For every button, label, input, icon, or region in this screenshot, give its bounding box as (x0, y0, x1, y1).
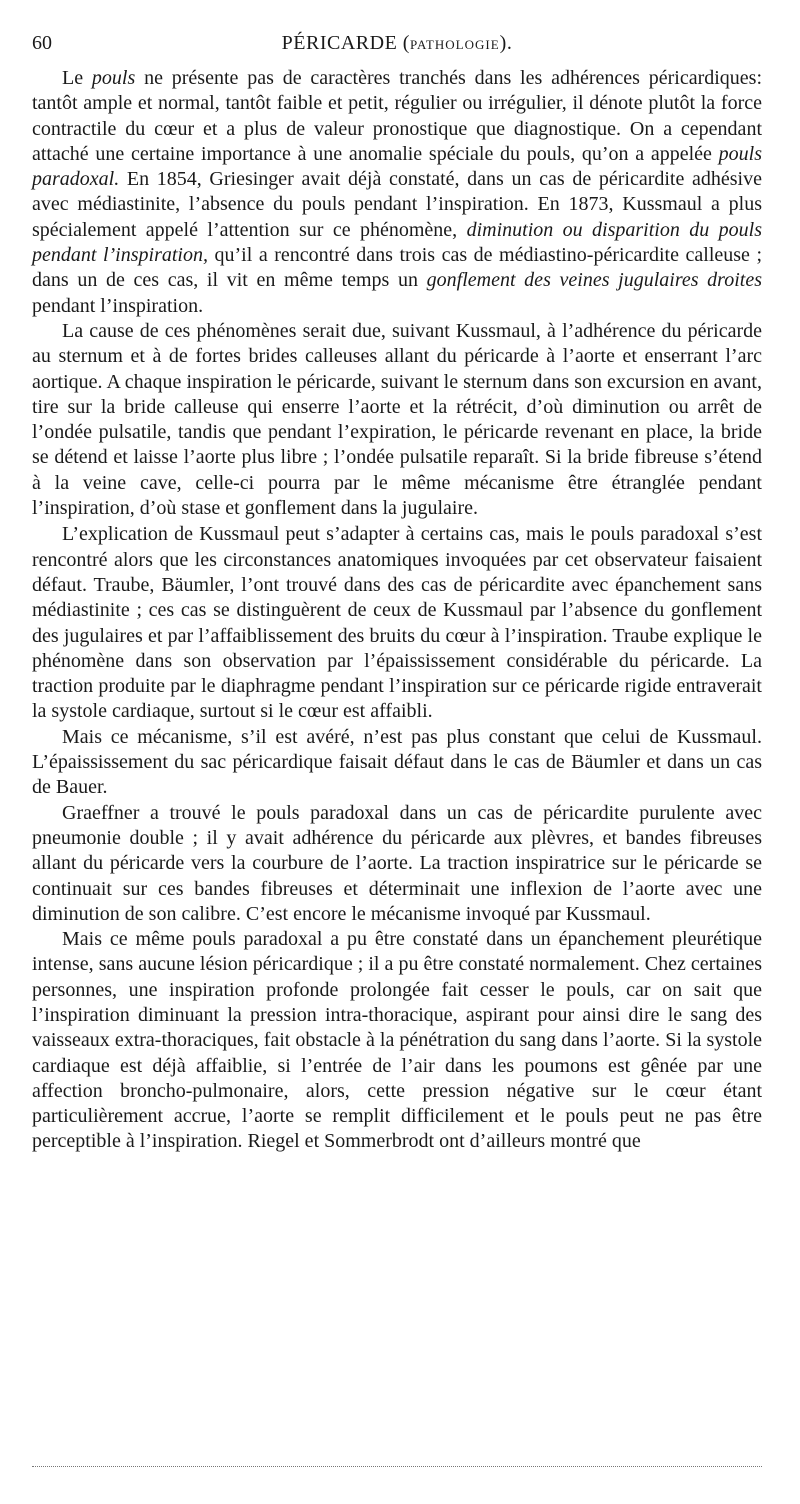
running-title-section: PATHOLOGIE (409, 37, 500, 52)
text-run: Mais ce même pouls paradoxal a pu être constaté dans un épanchement pleurétique intense, sans aucune lésion péricardique ; il a pu être constaté normalement. Chez certaines personnes, une inspiration profonde prolongée fait cesser le pouls, car on sait que l’inspiration diminuant la pression intra-thoracique, aspirant pour ainsi dire le sang des vaisseaux extra-thoraciques, fait obstacle à la pénétration du sang dans l’aorte. Si la systole cardiaque est déjà affaiblie, si l’entrée de l’air dans les poumons est gênée par une affection broncho-pulmonaire, alors, cette pression négative sur le cœur étant particulièrement accrue, l’aorte se remplit difficilement et le pouls peut ne pas être perceptible à l’inspiration. Riegel et Sommerbrodt ont d’ailleurs montré que (32, 928, 762, 1153)
paragraph (32, 801, 762, 927)
text-run: Graeffner a trouvé le pouls paradoxal dans un cas de péricardite purulente avec pneumonie double ; il y avait adhérence du péricarde aux plèvres, et bandes fibreuses allant du péricarde vers la courbure de l’aorte. La traction inspiratrice sur le péricarde se continuait sur ces bandes fibreuses et déterminait une inflexion de l’aorte avec une diminution de son calibre. C’est encore le mécanisme invoqué par Kussmaul. (32, 801, 762, 925)
text-run: ne présente pas de caractères tranchés dans les adhérences péricardiques: tantôt ample et normal, tantôt faible et petit, régulier ou irrégulier, il dénote plutôt la force contractile du cœur et a plus de valeur pronostique que diagnostique. On a cependant attaché une certaine importance à une anomalie spéciale du pouls, qu’on a appelée (32, 67, 763, 165)
italic-run: pouls paradoxal. (32, 142, 762, 191)
italic-run: diminution ou disparition du pouls pendant l’inspiration, (32, 218, 762, 267)
italic-run: gonflement des veines jugulaires droites (426, 269, 762, 292)
text-run: En 1854, Griesinger avait déjà constaté, dans un cas de péricardite adhésive avec médiastinite, l’absence du pouls pendant l’inspiration. En 1873, Kussmaul a plus spécialement appelé l’attention sur ce phénomène, (32, 168, 762, 241)
running-title-main: PÉRICARDE (281, 32, 398, 54)
body-text (32, 66, 762, 1155)
paragraph (32, 66, 762, 319)
paragraph (32, 725, 762, 801)
paragraph (32, 522, 762, 724)
text-run: L’explication de Kussmaul peut s’adapter à certains cas, mais le pouls paradoxal s’est rencontré alors que les circonstances anatomiques invoquées par cet observateur faisaient défaut. Traube, Bäumler, l’ont trouvé dans des cas de péricardite avec épanchement sans médiastinite ; ces cas se distinguèrent de ceux de Kussmaul par l’absence du gonflement des jugulaires et par l’affaiblissement des bruits du cœur à l’inspiration. Traube explique le phénomène dans son observation par l’épaississement considérable du péricarde. La traction produite par le diaphragme pendant l’inspiration sur ce péricarde rigide entraverait la systole cardiaque, surtout si le cœur est affaibli. (32, 523, 762, 723)
text-run: qu’il a rencontré dans trois cas de médiastino-péricardite calleuse ; dans un de ces cas, il vit en même temps un (32, 244, 762, 292)
running-title: PÉRICARDE (PATHOLOGIE). (281, 32, 513, 54)
running-head (32, 30, 762, 56)
text-run: La cause de ces phénomènes serait due, suivant Kussmaul, à l’adhérence du péricarde au sternum et à de fortes brides calleuses allant du péricarde à l’aorte et enserrant l’arc aortique. A chaque inspiration le péricarde, suivant le sternum dans son excursion en avant, tire sur la bride calleuse qui enserre l’aorte et la rétrécit, d’où diminution ou arrêt de l’ondée pulsatile, tandis que pendant l’expiration, le péricarde revenant en place, la bride se détend et laisse l’aorte plus libre ; l’ondée pulsatile reparaît. Si la bride fibreuse s’étend à la veine cave, celle-ci pourra par le même mécanisme être étranglée pendant l’inspiration, d’où stase et gonflement dans la jugulaire. (32, 319, 762, 520)
italic-run: pouls (91, 67, 136, 89)
text-run: Mais ce mécanisme, s’il est avéré, n’est pas plus constant que celui de Kussmaul. L’épaississement du sac péricardique faisait défaut dans le cas de Bäumler et dans un cas de Bauer. (32, 725, 762, 799)
footer-dotted-rule (32, 1466, 762, 1467)
page-number: 60 (32, 32, 52, 54)
paragraph (32, 927, 762, 1155)
text-run: Le (62, 67, 92, 89)
paragraph (32, 319, 762, 521)
text-run: pendant l’inspiration. (32, 294, 204, 317)
